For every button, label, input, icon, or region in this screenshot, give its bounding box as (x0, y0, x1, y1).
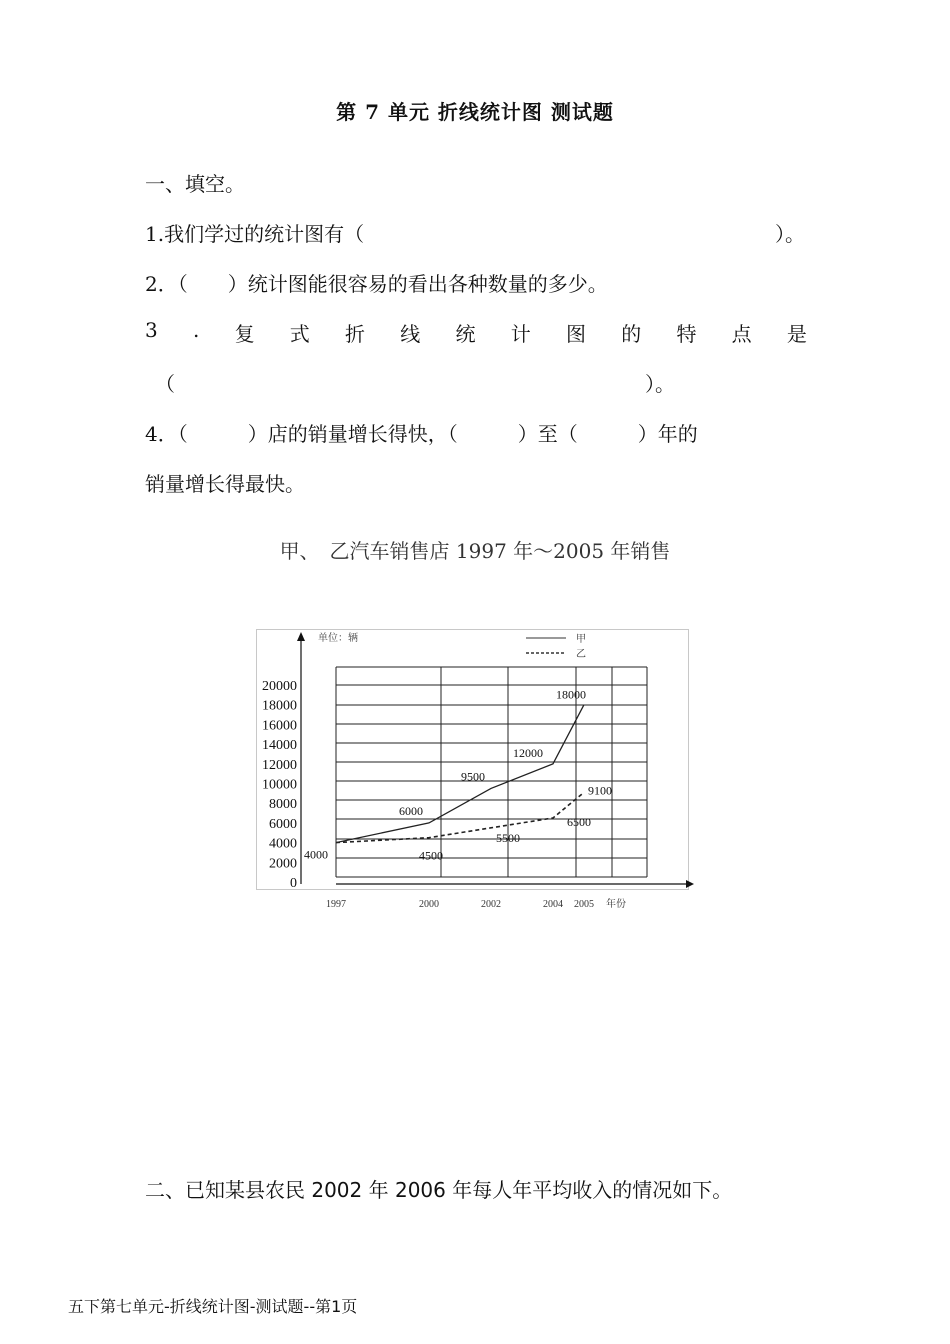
y-tick-label: 12000 (262, 757, 297, 773)
q3-char: 式 (289, 322, 310, 346)
page-footer: 五下第七单元-折线统计图-测试题--第1页 (68, 1297, 358, 1316)
data-label-jia: 12000 (513, 745, 543, 760)
legend-label-yi: 乙 (576, 649, 586, 660)
section-heading-fill-in: 一、填空。 (145, 172, 245, 196)
data-label-yi: 9100 (588, 783, 612, 798)
x-tick-label: 2002 (481, 899, 501, 910)
q3-char: 的 (621, 322, 642, 346)
y-tick-label: 18000 (262, 698, 297, 714)
question-1-end: ）。 (775, 222, 805, 246)
q3-char: . (192, 318, 200, 342)
question-3-end: ）。 (645, 372, 675, 396)
data-label-yi: 4500 (419, 848, 443, 863)
question-3-open-paren: （ (155, 372, 175, 396)
q3-char: 是 (786, 322, 807, 346)
q3-char: 统 (455, 322, 476, 346)
q3-char: 复 (234, 322, 255, 346)
x-tick-label: 2005 (574, 899, 594, 910)
unit-label: 单位：辆 (318, 633, 358, 644)
data-label-jia: 18000 (556, 687, 586, 702)
y-tick-label: 0 (290, 876, 297, 891)
q3-char: 计 (510, 322, 531, 346)
chart-caption: 甲、 乙汽车销售店 1997 年～2005 年销售 (279, 539, 671, 563)
y-tick-label: 14000 (262, 738, 297, 754)
q3-char: 图 (565, 322, 586, 346)
section-heading-income: 二、已知某县农民 2002 年 2006 年每人年平均收入的情况如下。 (145, 1178, 733, 1202)
x-axis-labels (326, 897, 626, 910)
question-3-line-2 (155, 368, 675, 397)
question-4-line-1: 4．（ ）店的销量增长得快，（ ）至（ ）年的 (145, 422, 698, 446)
y-tick-label: 16000 (262, 718, 297, 734)
legend-label-jia: 甲 (576, 634, 586, 645)
data-label-yi: 5500 (496, 830, 520, 845)
x-tick-label: 2004 (543, 899, 563, 910)
q3-char: 点 (731, 322, 752, 346)
y-tick-label: 20000 (262, 679, 297, 694)
page-title: 第 7 单元 折线统计图 测试题 (336, 100, 614, 124)
question-3-line-1 (145, 318, 807, 347)
data-label-yi: 6500 (567, 814, 591, 829)
data-label-jia: 4000 (304, 847, 328, 862)
data-label-jia: 9500 (461, 769, 485, 784)
y-tick-label: 10000 (262, 777, 297, 793)
question-4-line-2: 销量增长得最快。 (145, 472, 305, 496)
x-axis-arrow (686, 880, 694, 888)
question-1 (145, 218, 805, 247)
question-2: 2．（ ）统计图能很容易的看出各种数量的多少。 (145, 272, 608, 296)
sales-line-chart (256, 629, 696, 923)
y-tick-label: 4000 (269, 836, 297, 852)
q3-char: 线 (400, 322, 421, 346)
q3-char: 折 (345, 322, 366, 346)
data-label-jia: 6000 (399, 803, 423, 818)
x-tick-label: 2000 (419, 899, 439, 910)
y-tick-label: 6000 (269, 816, 297, 832)
y-tick-label: 2000 (269, 856, 297, 872)
question-1-text: 1.我们学过的统计图有（ (145, 222, 365, 246)
q3-char: 特 (676, 322, 697, 346)
chart-svg (256, 629, 696, 919)
q3-char: 3 (145, 318, 158, 342)
y-tick-label: 8000 (269, 797, 297, 813)
x-axis-label: 年份 (606, 899, 626, 910)
x-tick-label: 1997 (326, 899, 346, 910)
